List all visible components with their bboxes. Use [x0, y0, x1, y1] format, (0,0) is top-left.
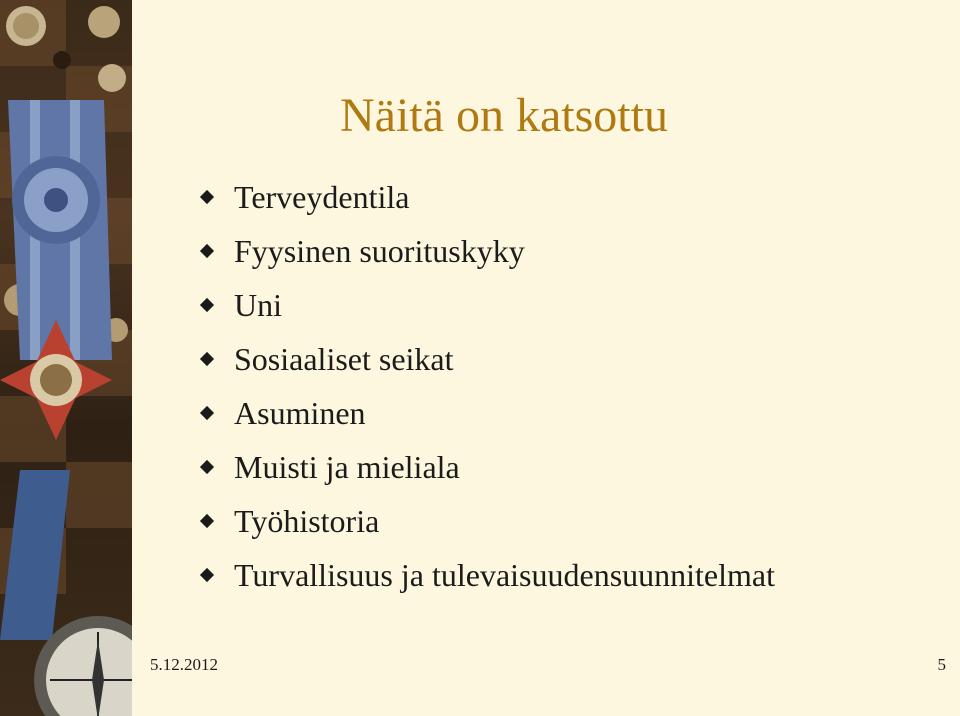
- bullet-text: Muisti ja mieliala: [234, 449, 460, 485]
- bullet-item-turvallisuus: [196, 548, 936, 602]
- bullet-item-muisti-ja-mieliala: [196, 440, 936, 494]
- bullet-text: Asuminen: [234, 395, 366, 431]
- bullet-text: Uni: [234, 287, 282, 323]
- slide-title: Näitä on katsottu: [340, 89, 668, 142]
- diamond-bullet-icon: [200, 460, 214, 474]
- diamond-bullet-icon: [200, 298, 214, 312]
- diamond-bullet-icon: [200, 244, 214, 258]
- bullet-text: Fyysinen suorituskyky: [234, 233, 525, 269]
- diamond-bullet-icon: [200, 514, 214, 528]
- page-number: 5: [937, 655, 946, 674]
- bullet-item-asuminen: [196, 386, 936, 440]
- bullet-item-sosiaaliset-seikat: [196, 332, 936, 386]
- bullet-item-tyohistoria: [196, 494, 936, 548]
- diamond-bullet-icon: [200, 190, 214, 204]
- diamond-bullet-icon: [200, 406, 214, 420]
- bullet-text: Sosiaaliset seikat: [234, 341, 454, 377]
- bullet-list: [196, 170, 936, 602]
- medals-photo-icon: [0, 0, 132, 716]
- bullet-item-uni: [196, 278, 936, 332]
- bullet-text: Työhistoria: [234, 503, 380, 539]
- diamond-bullet-icon: [200, 352, 214, 366]
- bullet-text: Turvallisuus ja tulevaisuudensuunnitelmat: [234, 557, 775, 593]
- bullet-text: Terveydentila: [234, 179, 410, 215]
- bullet-item-terveydentila: [196, 170, 936, 224]
- diamond-bullet-icon: [200, 568, 214, 582]
- footer-date: 5.12.2012: [150, 655, 218, 674]
- bullet-item-fyysinen-suorituskyky: [196, 224, 936, 278]
